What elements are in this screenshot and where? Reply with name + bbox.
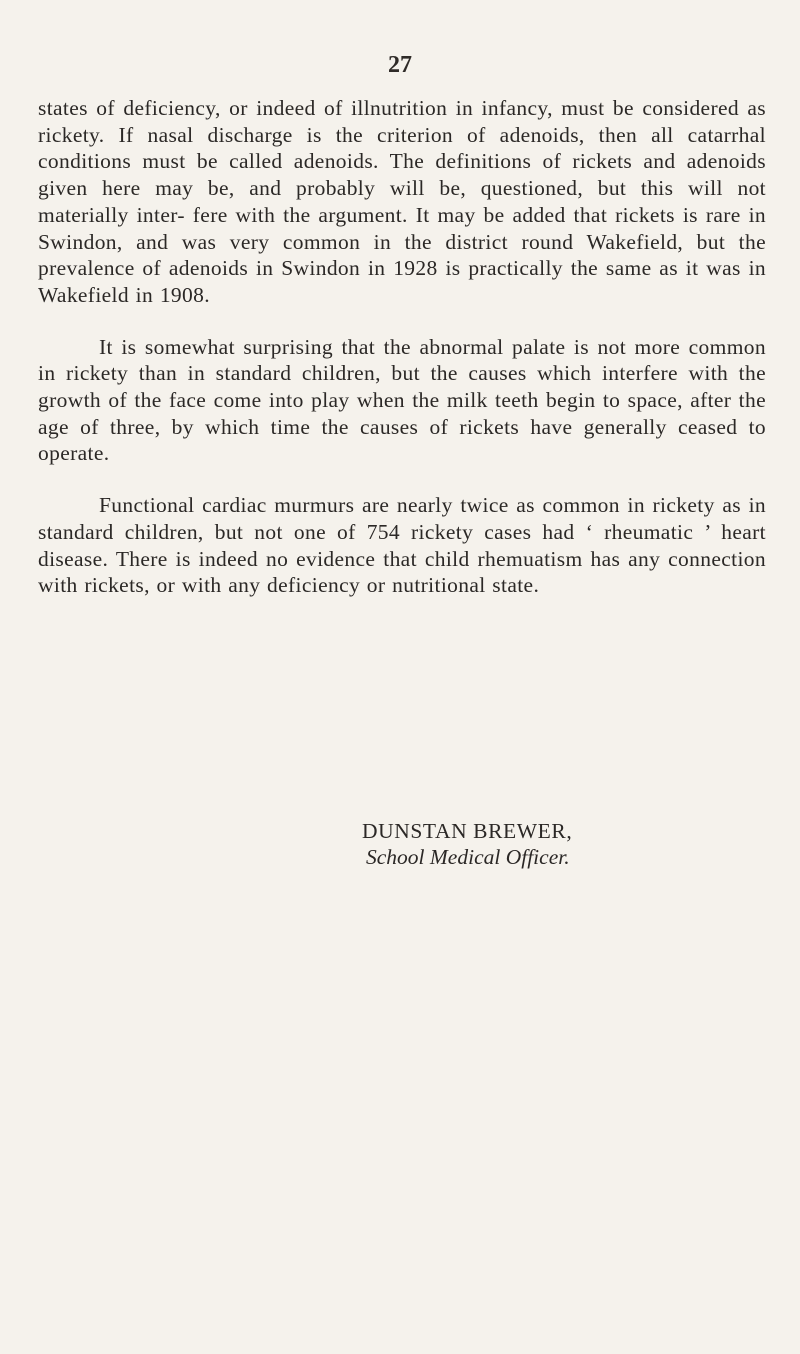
paragraph-3: Functional cardiac murmurs are nearly twice as common in rickety as in standard children, but not one of 754 rickety cases had ‘ rheumatic ’ heart disease. There is indeed no evidence that child rhemuatism has any connection with rickets, or with any deficiency or nutritional state. [38, 493, 766, 598]
paragraph-2: It is somewhat surprising that the abnormal palate is not more common in rickety than in standard children, but the causes which interfere with the growth of the face come into play when the milk teeth begin to space, after the age of three, by which time the causes of rickets have generally ceased to operate. [38, 334, 766, 466]
body-text [38, 95, 766, 599]
signature-name: DUNSTAN BREWER, [362, 819, 573, 843]
signature-block [362, 818, 722, 870]
page-number: 27 [388, 52, 412, 78]
paragraph-1: states of deficiency, or indeed of illnutrition in infancy, must be considered as rickety. If nasal discharge is the criterion of adenoids, then all catarrhal conditions must be called adenoids. The definitions of rickets and adenoids given here may be, and probably will be, questioned, but this will not materially inter- fere with the argument. It may be added that rickets is rare in Swindon, and was very common in the district round Wakefield, but the prevalence of adenoids in Swindon in 1928 is practically the same as it was in Wakefield in 1908. [38, 96, 766, 307]
signature-title: School Medical Officer. [366, 845, 570, 869]
